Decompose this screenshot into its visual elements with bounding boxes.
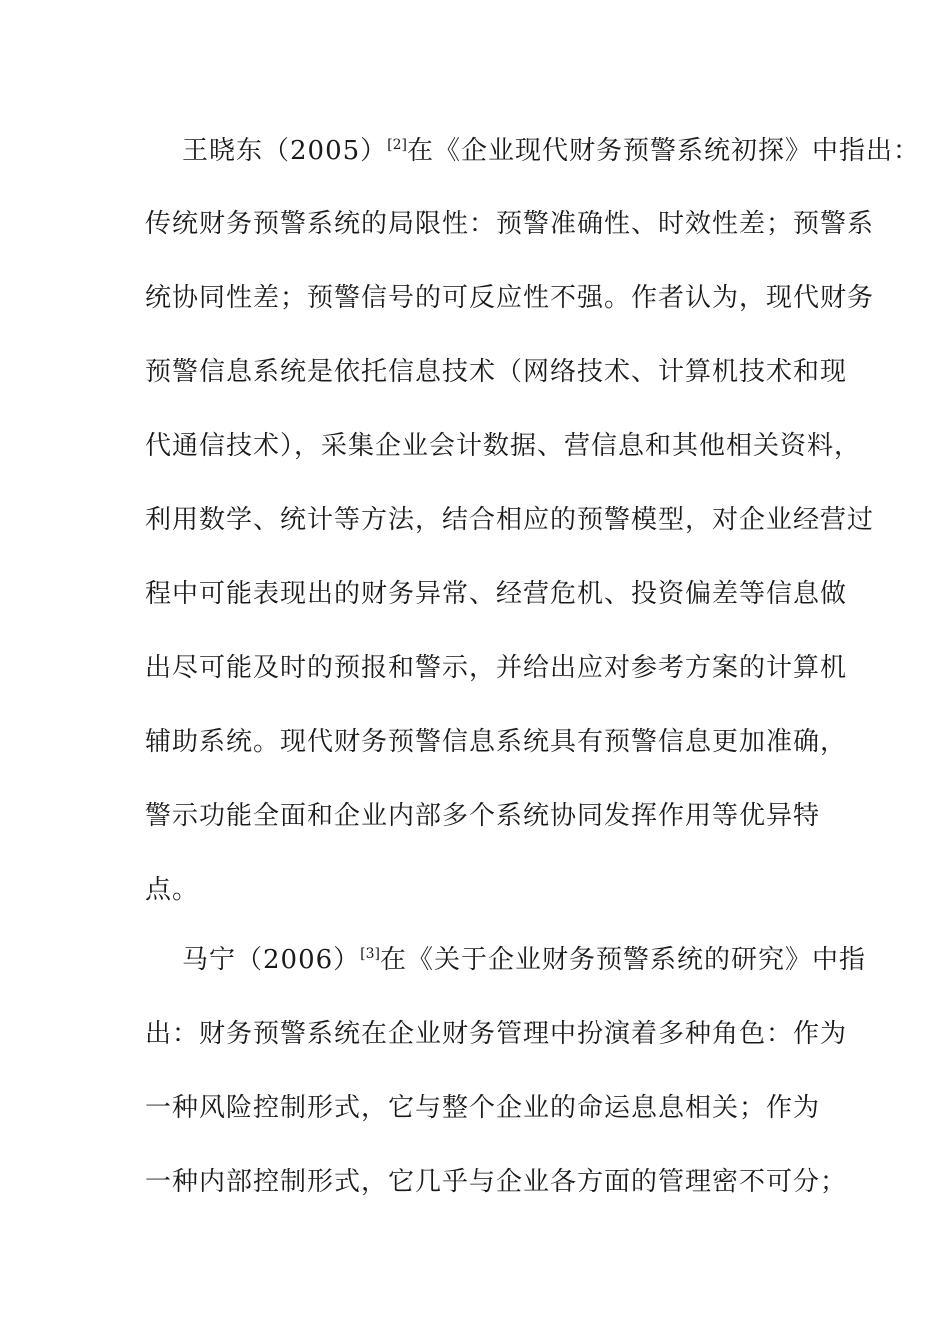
paragraph-1-line-7: 程中可能表现出的财务异常、经营危机、投资偏差等信息做 <box>145 579 848 609</box>
paragraph-1-line-4: 预警信息系统是依托信息技术（网络技术、计算机技术和现 <box>145 357 848 387</box>
paragraph-1-line-2: 传统财务预警系统的局限性：预警准确性、时效性差；预警系 <box>145 209 875 239</box>
paragraph-2-line-2: 出：财务预警系统在企业财务管理中扮演着多种角色：作为 <box>145 1019 848 1049</box>
paragraph-1-line-11: 点。 <box>145 875 200 905</box>
paragraph-1-line-10: 警示功能全面和企业内部多个系统协同发挥作用等优异特 <box>145 801 821 831</box>
paragraph-1-lead-text: 在《企业现代财务预警系统初探》中指出： <box>407 136 921 166</box>
paragraph-2-citation: [3] <box>360 946 381 962</box>
paragraph-1-line-5: 代通信技术），采集企业会计数据、营信息和其他相关资料， <box>145 431 862 461</box>
paragraph-1-citation: [2] <box>387 137 408 153</box>
paragraph-1-line-9: 辅助系统。现代财务预警信息系统具有预警信息更加准确， <box>145 727 848 757</box>
paragraph-2-line-4: 一种内部控制形式，它几乎与企业各方面的管理密不可分； <box>145 1167 848 1197</box>
paragraph-1-author-year: 王晓东（2005） <box>182 136 388 166</box>
paragraph-2-line-1 <box>182 943 867 977</box>
paragraph-2-lead-text: 在《关于企业财务预警系统的研究》中指 <box>380 945 867 975</box>
paragraph-1-line-6: 利用数学、统计等方法，结合相应的预警模型，对企业经营过 <box>145 505 875 535</box>
paragraph-1-line-1 <box>182 134 921 168</box>
paragraph-2-author-year: 马宁（2006） <box>182 945 361 975</box>
paragraph-1-line-8: 出尽可能及时的预报和警示，并给出应对参考方案的计算机 <box>145 653 848 683</box>
paragraph-2-line-3: 一种风险控制形式，它与整个企业的命运息息相关；作为 <box>145 1093 821 1123</box>
paragraph-1-line-3: 统协同性差；预警信号的可反应性不强。作者认为，现代财务 <box>145 283 875 313</box>
